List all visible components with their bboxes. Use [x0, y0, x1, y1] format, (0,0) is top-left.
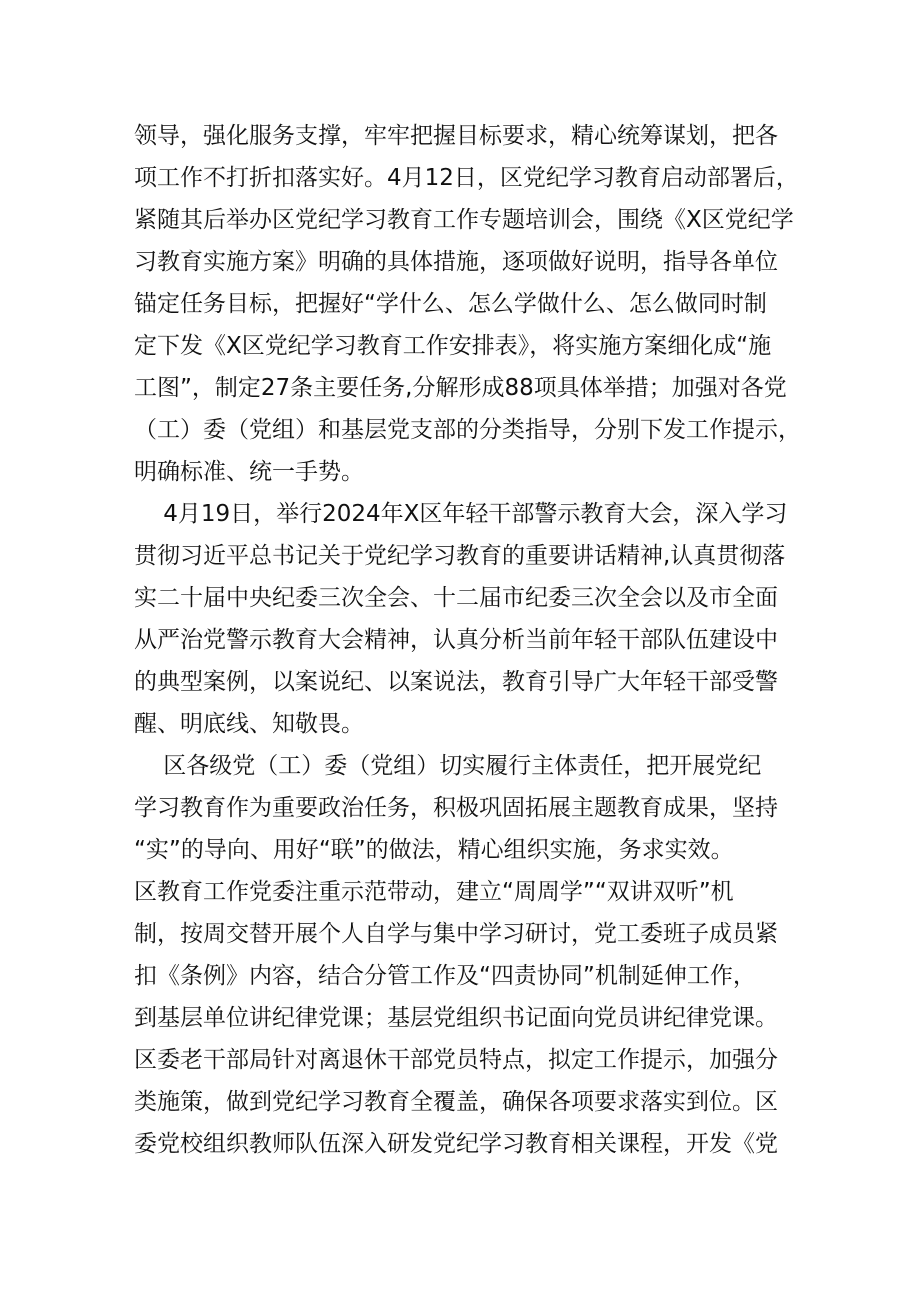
text-line: 明确标准、统一手势。: [134, 459, 364, 485]
text-line: 到基层单位讲纪律党课；基层党组织书记面向党员讲纪律党课。: [134, 1005, 778, 1031]
text-line: 委党校组织教师队伍深入研发党纪学习教育相关课程，开发《党: [134, 1131, 778, 1157]
text-line: 扣《条例》内容，结合分管工作及“四责协同”机制延伸工作，: [134, 963, 756, 989]
text-line: “实”的导向、用好“联”的做法，精心组织实施，务求实效。: [134, 837, 734, 863]
document-body: [134, 115, 834, 1165]
paragraph: [134, 745, 834, 1165]
text-line: 区委老干部局针对离退休干部党员特点，拟定工作提示，加强分: [134, 1047, 778, 1073]
text-line: 锚定任务目标，把握好“学什么、怎么学做什么、怎么做同时制: [134, 291, 767, 317]
text-line: 项工作不打折扣落实好。4月12日，区党纪学习教育启动部署后，: [134, 165, 799, 191]
text-line: 工图”，制定27条主要任务,分解形成88项具体举措；加强对各党: [134, 375, 787, 401]
text-line: 4月19日，举行2024年X区年轻干部警示教育大会，深入学习: [134, 501, 788, 527]
text-line: 区教育工作党委注重示范带动，建立“周周学”“双讲双听”机: [134, 879, 734, 905]
text-line: 习教育实施方案》明确的具体措施，逐项做好说明，指导各单位: [134, 249, 778, 275]
text-line: 制，按周交替开展个人自学与集中学习研讨，党工委班子成员紧: [134, 921, 778, 947]
text-line: （工）委（党组）和基层党支部的分类指导，分别下发工作提示，: [134, 417, 801, 443]
text-line: 醒、明底线、知敬畏。: [134, 711, 364, 737]
paragraph: [134, 115, 834, 493]
paragraph: [134, 493, 834, 745]
text-line: 从严治党警示教育大会精神，认真分析当前年轻干部队伍建设中: [134, 627, 778, 653]
text-line: 贯彻习近平总书记关于党纪学习教育的重要讲话精神,认真贯彻落: [134, 543, 786, 569]
text-line: 类施策，做到党纪学习教育全覆盖，确保各项要求落实到位。区: [134, 1089, 778, 1115]
text-line: 的典型案例，以案说纪、以案说法，教育引导广大年轻干部受警: [134, 669, 778, 695]
text-line: 区各级党（工）委（党组）切实履行主体责任，把开展党纪: [134, 753, 762, 779]
text-line: 实二十届中央纪委三次全会、十二届市纪委三次全会以及市全面: [134, 585, 778, 611]
text-line: 学习教育作为重要政治任务，积极巩固拓展主题教育成果，坚持: [134, 795, 778, 821]
text-line: 定下发《X区党纪学习教育工作安排表》，将实施方案细化成“施: [134, 333, 772, 359]
text-line: 紧随其后举办区党纪学习教育工作专题培训会，围绕《X区党纪学: [134, 207, 794, 233]
text-line: 领导，强化服务支撑，牢牢把握目标要求，精心统筹谋划，把各: [134, 123, 778, 149]
